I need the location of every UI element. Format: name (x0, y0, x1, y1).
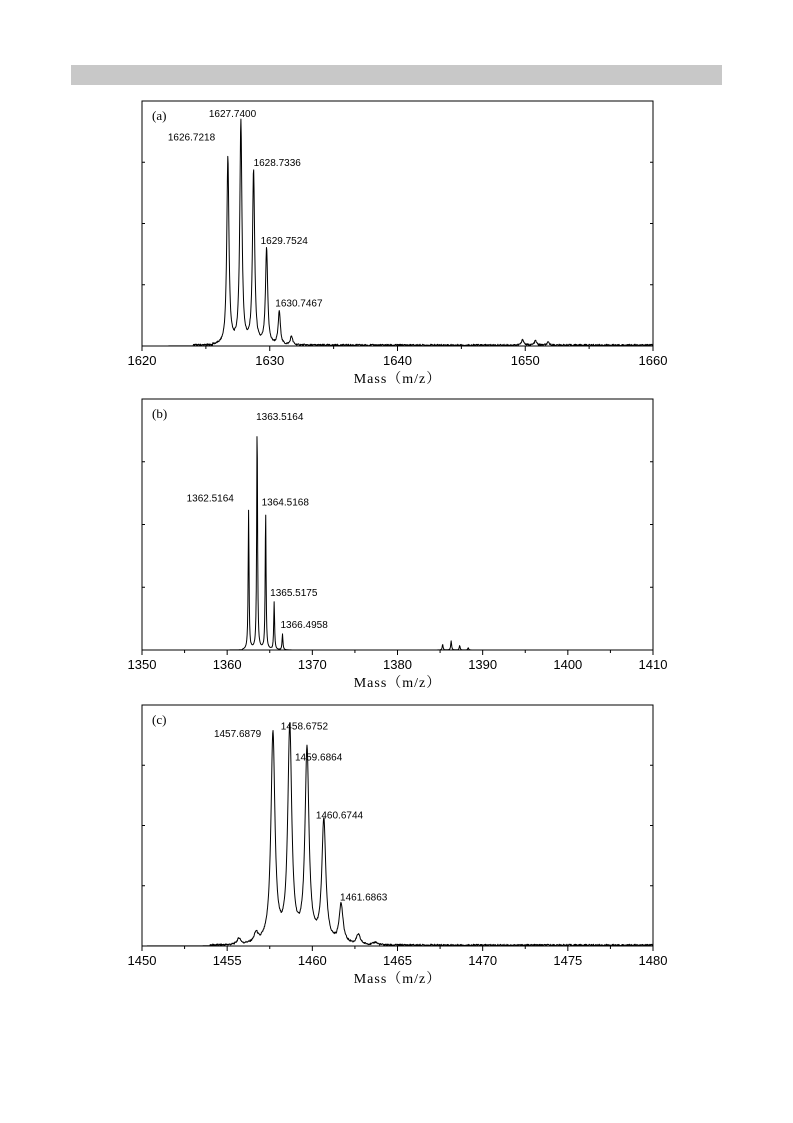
x-tick-label: 1455 (212, 953, 242, 968)
peak-label: 1627.7400 (208, 109, 257, 120)
panel-label: (c) (152, 712, 167, 727)
x-tick-label: 1350 (127, 657, 157, 672)
x-tick-label: 1650 (510, 353, 540, 368)
peak-label: 1364.5168 (261, 497, 309, 509)
peak-label: 1366.4958 (280, 619, 328, 631)
plot-frame (142, 705, 653, 946)
x-tick-label: 1400 (553, 657, 583, 672)
x-tick-label: 1360 (212, 657, 242, 672)
x-tick-label: 1660 (638, 353, 668, 368)
x-tick-label: 1390 (468, 657, 498, 672)
peak-label: 1628.7336 (253, 158, 301, 170)
x-axis-title: Mass（m/z） (353, 972, 442, 987)
x-tick-label: 1620 (127, 353, 157, 368)
peak-label: 1362.5164 (186, 493, 234, 505)
peak-label: 1626.7218 (167, 132, 216, 144)
peak-label: 1629.7524 (260, 236, 308, 248)
panel-label: (a) (152, 108, 167, 123)
x-tick-label: 1465 (383, 953, 412, 968)
x-tick-label: 1460 (297, 953, 327, 968)
x-axis-title: Mass（m/z） (353, 372, 442, 387)
peak-label: 1460.6744 (315, 810, 364, 822)
x-tick-label: 1380 (383, 657, 412, 672)
x-tick-label: 1640 (383, 353, 412, 368)
x-tick-label: 1480 (638, 953, 668, 968)
peak-label: 1459.6864 (294, 752, 343, 764)
x-tick-label: 1475 (553, 953, 583, 968)
panel-label: (b) (152, 406, 168, 421)
x-tick-label: 1450 (127, 953, 157, 968)
spectrum-trace (142, 723, 653, 946)
x-tick-label: 1370 (297, 657, 327, 672)
x-axis-title: Mass（m/z） (353, 676, 442, 691)
peak-label: 1457.6879 (213, 728, 262, 740)
peak-label: 1458.6752 (280, 721, 329, 733)
peak-label: 1461.6863 (340, 892, 388, 904)
x-tick-label: 1470 (468, 953, 498, 968)
peak-label: 1363.5164 (256, 412, 304, 423)
peak-label: 1365.5175 (270, 587, 318, 599)
x-tick-label: 1630 (255, 353, 285, 368)
x-tick-label: 1410 (638, 657, 668, 672)
peak-label: 1630.7467 (275, 298, 323, 310)
